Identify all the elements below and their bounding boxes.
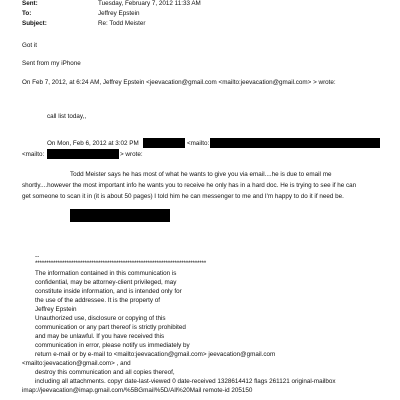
subject-label: Subject:: [22, 20, 47, 27]
sent-value: Tuesday, February 7, 2012 11:33 AM: [98, 0, 201, 7]
quote2-para-2: shortly....however the most important info he wants you to receive he only has in a hard doc. He is trying to see if he can: [22, 182, 357, 189]
disclaimer-line: confidential, may be attorney-client privileged, may: [35, 279, 177, 286]
redaction-bar: [143, 138, 185, 148]
disclaimer-line: Unauthorized use, disclosure or copying of this: [35, 315, 166, 322]
quote2-wrote: > wrote:: [120, 151, 143, 158]
disclaimer-line: communication in error, please notify us immediately by: [35, 342, 190, 349]
disclaimer-line: constitute inside information, and is intended only for: [35, 288, 182, 295]
disclaimer-line: and may be unlawful. If you have received this: [35, 333, 165, 340]
redaction-bar: [210, 138, 380, 148]
disclaimer-line: The information contained in this communication is: [35, 270, 177, 277]
quote1-intro: On Feb 7, 2012, at 6:24 AM, Jeffrey Epstein <jeevacation@gmail.com <mailto:jeevacation@gmail.com> > wrote:: [22, 79, 336, 86]
disclaimer-line: communication or any part thereof is strictly prohibited: [35, 324, 186, 331]
quote2-para-1: Todd Meister says he has most of what he wants to give you via email....he is due to email me: [70, 171, 332, 178]
quote1-text: call list today,,: [47, 113, 87, 120]
disclaimer-line: imap://jeevacation@imap.gmail.com/%5BGmail%5D/All%20Mail remote-id 205150: [22, 387, 253, 394]
separator-dashes: --: [35, 253, 40, 260]
to-label: To:: [22, 10, 32, 17]
signature-text: Sent from my iPhone: [22, 60, 81, 67]
quote2-mailto-b: <mailto:: [22, 151, 45, 158]
quote2-para-3: get someone to scan it in (it is about 50 pages) I told him he can messenger to me and I'm happy to do it if need be.: [22, 193, 344, 200]
disclaimer-line: return e-mail or by e-mail to <mailto:jeevacation@gmail.com> jeevacation@gmail.com: [35, 351, 276, 358]
quote2-intro-date: On Mon, Feb 6, 2012 at 3:02 PM: [47, 140, 139, 147]
disclaimer-line: including all attachments. copyr date-last-viewed 0 date-received 1328614412 flags 261121 original-mailbox: [35, 378, 336, 385]
disclaimer-line: Jeffrey Epstein: [35, 306, 77, 313]
disclaimer-line: the use of the addressee. It is the property of: [35, 297, 160, 304]
reply-text: Got it: [22, 42, 38, 49]
subject-value: Re: Todd Meister: [98, 20, 146, 27]
disclaimer-line: <mailto:jeevacation@gmail.com> , and: [22, 360, 131, 367]
disclaimer-line: destroy this communication and all copies thereof,: [35, 369, 175, 376]
redaction-bar: [47, 149, 119, 159]
redaction-bar: [70, 209, 170, 222]
quote2-mailto-a: <mailto:: [187, 140, 210, 147]
to-value: Jeffrey Epstein: [98, 10, 140, 17]
sent-label: Sent:: [22, 0, 38, 7]
separator-stars: ****************************************************************************: [35, 260, 207, 267]
